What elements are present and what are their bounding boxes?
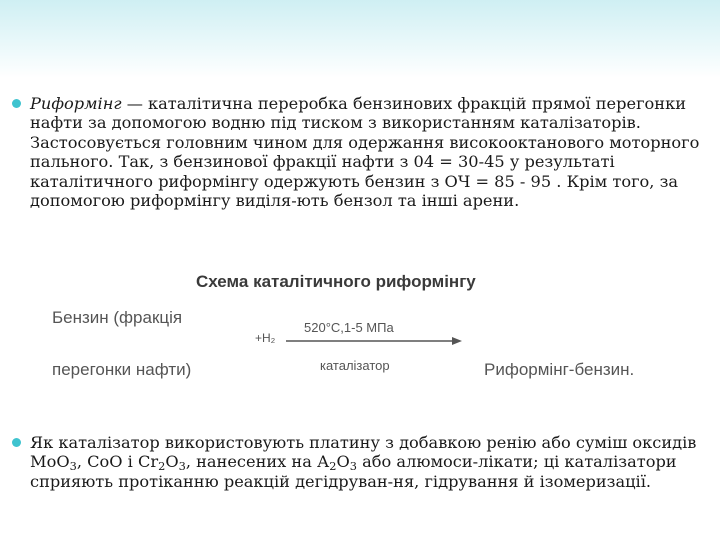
text-segment: О [165, 452, 179, 472]
reforming-definition-paragraph [12, 94, 712, 210]
subscript: 2 [329, 459, 337, 474]
subscript: 3 [178, 459, 186, 474]
subscript: 2 [158, 459, 166, 474]
bullet-icon [12, 438, 21, 447]
header-gradient-band [0, 0, 720, 78]
conditions-label: 520°C,1-5 МПа [304, 320, 394, 335]
subscript: 3 [349, 459, 357, 474]
product-label: Риформінг-бензин. [484, 360, 635, 379]
text-segment: Як каталізатор використовують платину з добавкою ренію або суміш оксидів МоО [30, 433, 697, 472]
bullet-icon [12, 99, 21, 108]
reagent-label: +H₂ [255, 331, 276, 345]
reaction-arrow-icon [286, 336, 462, 346]
definition-text: — каталітична переробка бензинових фракцій прямої перегонки нафти за допомогою водню під тиском з використанням каталізаторів. Застосовується головним чином для одержання високооктанового моторного пального. Так, з бензинової фракції нафти з 04 = 30-45 у результаті каталітичного риформінгу одержують бензин з ОЧ = 85 - 95 . Крім того, за допомогою риформінгу виділя-ють бензол та інші арени. [30, 94, 700, 211]
text-segment: О [336, 452, 350, 472]
catalyst-label: каталізатор [320, 358, 390, 373]
catalyst-paragraph [12, 433, 712, 491]
source-label-line2: перегонки нафти) [52, 360, 192, 379]
source-label-line1: Бензин (фракція [52, 308, 183, 327]
paragraph-text [30, 94, 712, 210]
scheme-title: Схема каталітичного риформінгу [196, 272, 476, 291]
text-segment: , СоО і Сr [76, 452, 159, 472]
reforming-scheme-diagram [0, 258, 720, 398]
term-reforming: Риформінг [30, 94, 122, 113]
subscript: 3 [69, 459, 77, 474]
text-segment: або алюмоси-лікати; ці каталізатори сприяють протіканню реакцій дегідруван-ня, гідрування й ізомеризації. [30, 452, 677, 491]
text-segment: , нанесених на А [185, 452, 330, 472]
paragraph-text [30, 433, 712, 491]
